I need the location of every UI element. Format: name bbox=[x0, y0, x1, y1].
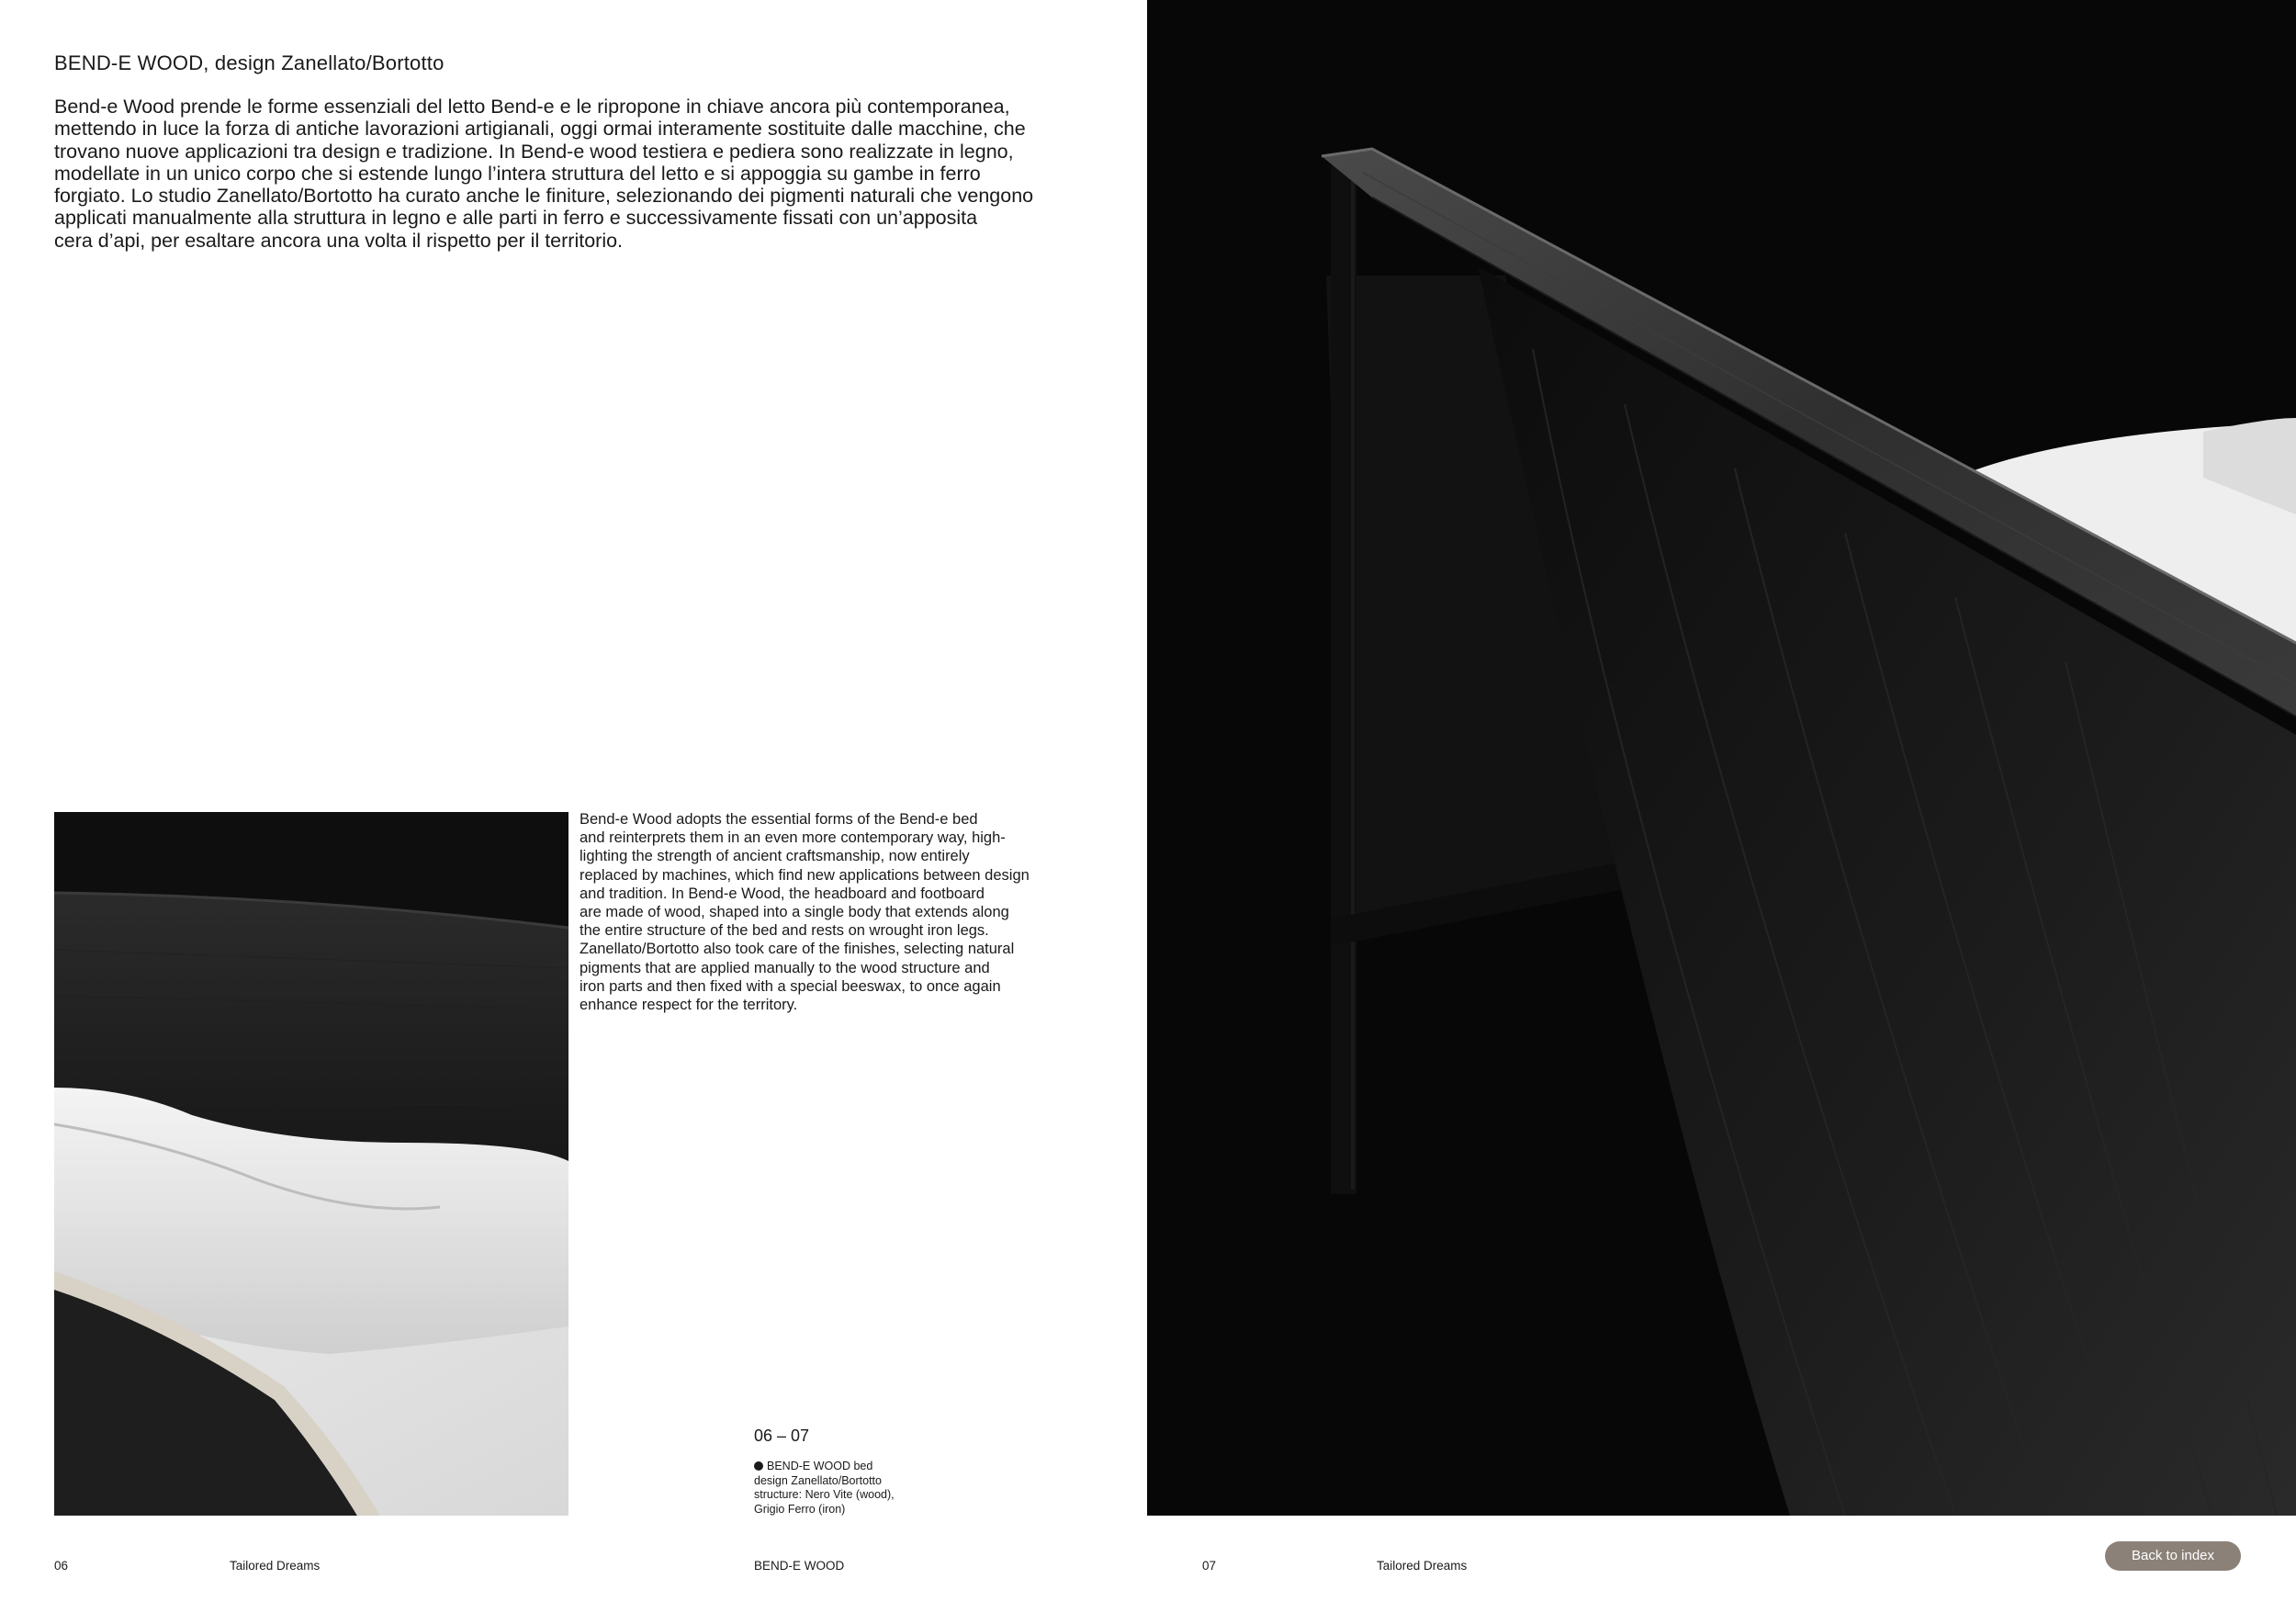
product-caption bbox=[754, 1460, 938, 1517]
caption-line: structure: Nero Vite (wood), bbox=[754, 1488, 895, 1501]
caption-line: design Zanellato/Bortotto bbox=[754, 1473, 882, 1487]
headboard-closeup-photo bbox=[1147, 0, 2296, 1516]
caption-product: BEND-E WOOD bed bbox=[767, 1460, 873, 1472]
english-line: pigments that are applied manually to the wood structure and bbox=[580, 959, 990, 976]
caption-line bbox=[754, 1460, 938, 1474]
caption-line: Grigio Ferro (iron) bbox=[754, 1502, 846, 1516]
italian-description bbox=[54, 96, 1110, 252]
italian-line: modellate in un unico corpo che si estende lungo l’intera struttura del letto e si appoggia su gambe in ferro bbox=[54, 162, 981, 185]
english-line: the entire structure of the bed and rests on wrought iron legs. bbox=[580, 922, 989, 940]
running-title-left: Tailored Dreams bbox=[230, 1559, 321, 1573]
english-line: Zanellato/Bortotto also took care of the finishes, selecting natural bbox=[580, 941, 1015, 958]
english-line: lighting the strength of ancient craftsmanship, now entirely bbox=[580, 848, 970, 865]
english-line: replaced by machines, which find new applications between design bbox=[580, 866, 1030, 884]
page-title: BEND-E WOOD, design Zanellato/Bortotto bbox=[54, 51, 445, 74]
running-title-right: Tailored Dreams bbox=[1377, 1559, 1468, 1573]
section-name: BEND-E WOOD bbox=[754, 1559, 845, 1573]
italian-line: cera d’api, per esaltare ancora una volta il rispetto per il territorio. bbox=[54, 229, 624, 252]
back-to-index-button[interactable]: Back to index bbox=[2105, 1541, 2241, 1571]
page-number-right: 07 bbox=[1202, 1559, 1217, 1573]
english-line: Bend-e Wood adopts the essential forms of the Bend-e bed bbox=[580, 811, 978, 828]
english-line: and reinterprets them in an even more contemporary way, high- bbox=[580, 829, 1006, 847]
english-line: iron parts and then fixed with a special beeswax, to once again bbox=[580, 977, 1001, 995]
bed-detail-photo bbox=[54, 812, 568, 1516]
english-description bbox=[580, 810, 1103, 1014]
bullet-dot-icon bbox=[754, 1461, 763, 1471]
page-number-left: 06 bbox=[54, 1559, 69, 1573]
spread-number: 06 – 07 bbox=[754, 1427, 810, 1445]
italian-line: applicati manualmente alla struttura in legno e alle parti in ferro e successivamente fissati con un’apposita bbox=[54, 207, 978, 230]
english-line: are made of wood, shaped into a single body that extends along bbox=[580, 904, 1009, 921]
italian-line: trovano nuove applicazioni tra design e tradizione. In Bend-e wood testiera e pediera sono realizzate in legno, bbox=[54, 140, 1014, 163]
english-line: and tradition. In Bend-e Wood, the headboard and footboard bbox=[580, 885, 985, 902]
italian-line: forgiato. Lo studio Zanellato/Bortotto ha curato anche le finiture, selezionando dei pigmenti naturali che vengono bbox=[54, 185, 1034, 208]
english-line: enhance respect for the territory. bbox=[580, 997, 798, 1014]
italian-line: mettendo in luce la forza di antiche lavorazioni artigianali, oggi ormai interamente sostituite dalle macchine, che bbox=[54, 118, 1026, 141]
italian-line: Bend-e Wood prende le forme essenziali del letto Bend-e e le ripropone in chiave ancora più contemporanea, bbox=[54, 96, 1010, 118]
